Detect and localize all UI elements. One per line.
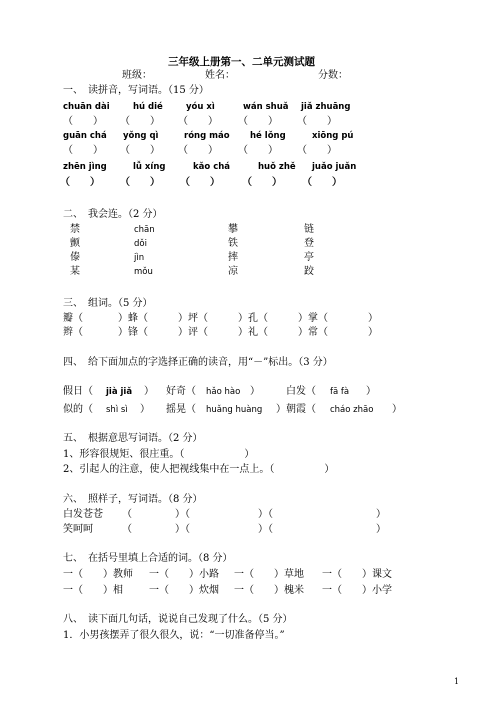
- match-char: 凉: [228, 266, 238, 277]
- word-blank[interactable]: ）礼（: [238, 327, 268, 338]
- match-char: 摔: [228, 252, 238, 263]
- section-8-heading: 八、 读下面几句话，说说自己发现了什么。（5 分）: [63, 614, 293, 625]
- definition-item[interactable]: 2、引起人的注意，使人把视线集中在一点上。（ ）: [63, 464, 335, 475]
- match-char: 链: [304, 224, 314, 235]
- name-label: 姓名：: [205, 70, 235, 81]
- pinyin-item: wán shuǎ: [243, 102, 289, 112]
- section-6-heading: 六、 照样子，写词语。（8 分）: [63, 494, 203, 505]
- answer-parens[interactable]: （ ）: [60, 177, 100, 188]
- reading-close: ）: [144, 386, 154, 397]
- word-blank[interactable]: ）（: [258, 524, 273, 535]
- section-5-heading: 五、 根据意思写词语。（2 分）: [63, 433, 203, 444]
- section-2-heading: 二、 我会连。（2 分）: [63, 209, 163, 220]
- answer-parens[interactable]: （ ）: [297, 116, 337, 127]
- pinyin-item: hé lǒng: [250, 131, 286, 141]
- measure-word-blank[interactable]: 一（ ）草地: [234, 569, 304, 580]
- answer-parens[interactable]: （ ）: [178, 116, 218, 127]
- answer-parens[interactable]: （ ）: [178, 145, 218, 156]
- measure-word-blank[interactable]: 一（ ）相: [63, 585, 123, 596]
- section-4-heading: 四、 给下面加点的字选择正确的读音，用“－”标出。（3 分）: [63, 357, 333, 368]
- answer-parens[interactable]: （ ）: [120, 177, 160, 188]
- measure-word-blank[interactable]: 一（ ）炊烟: [149, 585, 219, 596]
- reading-options[interactable]: shì sì: [106, 405, 128, 415]
- word-blank[interactable]: 瓣（: [63, 313, 83, 324]
- page-number: 1: [454, 677, 460, 686]
- match-char: 攀: [228, 224, 238, 235]
- word-blank[interactable]: ）锋（: [118, 327, 148, 338]
- definition-item[interactable]: 1、形容很规矩、很庄重。（ ）: [63, 449, 255, 460]
- word-blank[interactable]: ）: [368, 327, 378, 338]
- example-word: 笑呵呵: [63, 524, 93, 535]
- question-text: 1．小男孩摆弄了很久很久，说：“一切准备停当。”: [63, 630, 285, 641]
- section-7-heading: 七、 在括号里填上合适的词。（8 分）: [63, 553, 233, 564]
- word-blank[interactable]: ）坪（: [178, 313, 208, 324]
- pinyin-item: chuān dài: [63, 102, 110, 112]
- pinyin-item: zhēn jìng: [63, 162, 107, 172]
- pinyin-item: xiōng pú: [312, 131, 354, 141]
- word-blank[interactable]: ）蜂（: [118, 313, 148, 324]
- word-blank[interactable]: （: [122, 509, 132, 520]
- reading-options[interactable]: fā fà: [330, 387, 350, 397]
- match-char: 颤: [70, 238, 80, 249]
- match-pinyin: dǒi: [134, 239, 147, 249]
- answer-parens[interactable]: （ ）: [238, 116, 278, 127]
- word-blank[interactable]: ）常（: [298, 327, 328, 338]
- answer-parens[interactable]: （ ）: [63, 116, 103, 127]
- page-title: 三年级上册第一、二单元测试题: [168, 56, 315, 68]
- pinyin-item: róng máo: [184, 131, 230, 141]
- match-char: 傣: [70, 252, 80, 263]
- match-pinyin: jìn: [134, 253, 145, 263]
- word-blank[interactable]: 辫（: [63, 327, 83, 338]
- reading-options[interactable]: jià jiǎ: [106, 387, 133, 397]
- pinyin-item: yǒng qì: [123, 131, 159, 141]
- pinyin-item: lǚ xíng: [133, 162, 166, 172]
- word-blank[interactable]: ）（: [258, 509, 273, 520]
- word-blank[interactable]: ）掌（: [298, 313, 328, 324]
- match-char: 亭: [304, 252, 314, 263]
- word-blank[interactable]: ）评（: [178, 327, 208, 338]
- pinyin-item: jiǎ zhuāng: [301, 102, 351, 112]
- answer-parens[interactable]: （ ）: [238, 145, 278, 156]
- word-blank[interactable]: ）孔（: [238, 313, 268, 324]
- word-blank[interactable]: ）（: [175, 509, 190, 520]
- match-char: 铁: [228, 238, 238, 249]
- reading-word: 似的（: [63, 404, 93, 415]
- measure-word-blank[interactable]: 一（ ）小学: [322, 585, 392, 596]
- reading-word: 好奇（: [166, 386, 196, 397]
- class-label: 班级：: [122, 70, 152, 81]
- pinyin-item: huǒ zhě: [258, 162, 296, 172]
- reading-word: 假日（: [63, 386, 93, 397]
- measure-word-blank[interactable]: 一（ ）小路: [149, 569, 219, 580]
- score-label: 分数：: [318, 70, 348, 81]
- answer-parens[interactable]: （ ）: [302, 177, 342, 188]
- word-blank[interactable]: ）（: [175, 524, 190, 535]
- reading-word: 白发（: [286, 386, 316, 397]
- section-1-heading: 一、 读拼音，写词语。（15 分）: [63, 85, 209, 96]
- reading-options[interactable]: hǎo hào: [206, 387, 241, 397]
- reading-close: ）: [140, 404, 150, 415]
- measure-word-blank[interactable]: 一（ ）教师: [63, 569, 133, 580]
- match-char: 某: [70, 266, 80, 277]
- pinyin-item: hú dié: [133, 102, 163, 112]
- word-blank[interactable]: （: [122, 524, 132, 535]
- pinyin-item: juǎo juǎn: [312, 162, 357, 172]
- reading-options[interactable]: cháo zhāo: [330, 405, 374, 415]
- reading-close: ）: [276, 404, 286, 415]
- match-char: 登: [304, 238, 314, 249]
- match-pinyin: mǒu: [134, 267, 153, 277]
- section-3-heading: 三、 组词。（5 分）: [63, 298, 153, 309]
- answer-parens[interactable]: （ ）: [297, 145, 337, 156]
- match-char: 跤: [304, 266, 314, 277]
- answer-parens[interactable]: （ ）: [120, 145, 160, 156]
- pinyin-item: yóu xì: [186, 102, 215, 112]
- answer-parens[interactable]: （ ）: [63, 145, 103, 156]
- reading-options[interactable]: huǎng huàng: [206, 405, 263, 415]
- match-pinyin: chān: [134, 225, 155, 235]
- reading-close: ）: [366, 386, 376, 397]
- example-word: 白发苍苍: [63, 509, 103, 520]
- word-blank[interactable]: ）: [376, 524, 386, 535]
- word-blank[interactable]: ）: [368, 313, 378, 324]
- pinyin-item: kǎo chá: [193, 162, 231, 172]
- reading-word: 摇晃（: [166, 404, 196, 415]
- answer-parens[interactable]: （ ）: [180, 177, 220, 188]
- reading-close: ）: [250, 386, 260, 397]
- word-blank[interactable]: ）: [376, 509, 386, 520]
- answer-parens[interactable]: （ ）: [120, 116, 160, 127]
- reading-close: ）: [392, 404, 402, 415]
- answer-parens[interactable]: （ ）: [242, 177, 282, 188]
- reading-word: 朝霞（: [286, 404, 316, 415]
- measure-word-blank[interactable]: 一（ ）槐米: [234, 585, 304, 596]
- measure-word-blank[interactable]: 一（ ）课文: [322, 569, 392, 580]
- pinyin-item: guān chá: [63, 131, 107, 141]
- match-char: 禁: [70, 224, 80, 235]
